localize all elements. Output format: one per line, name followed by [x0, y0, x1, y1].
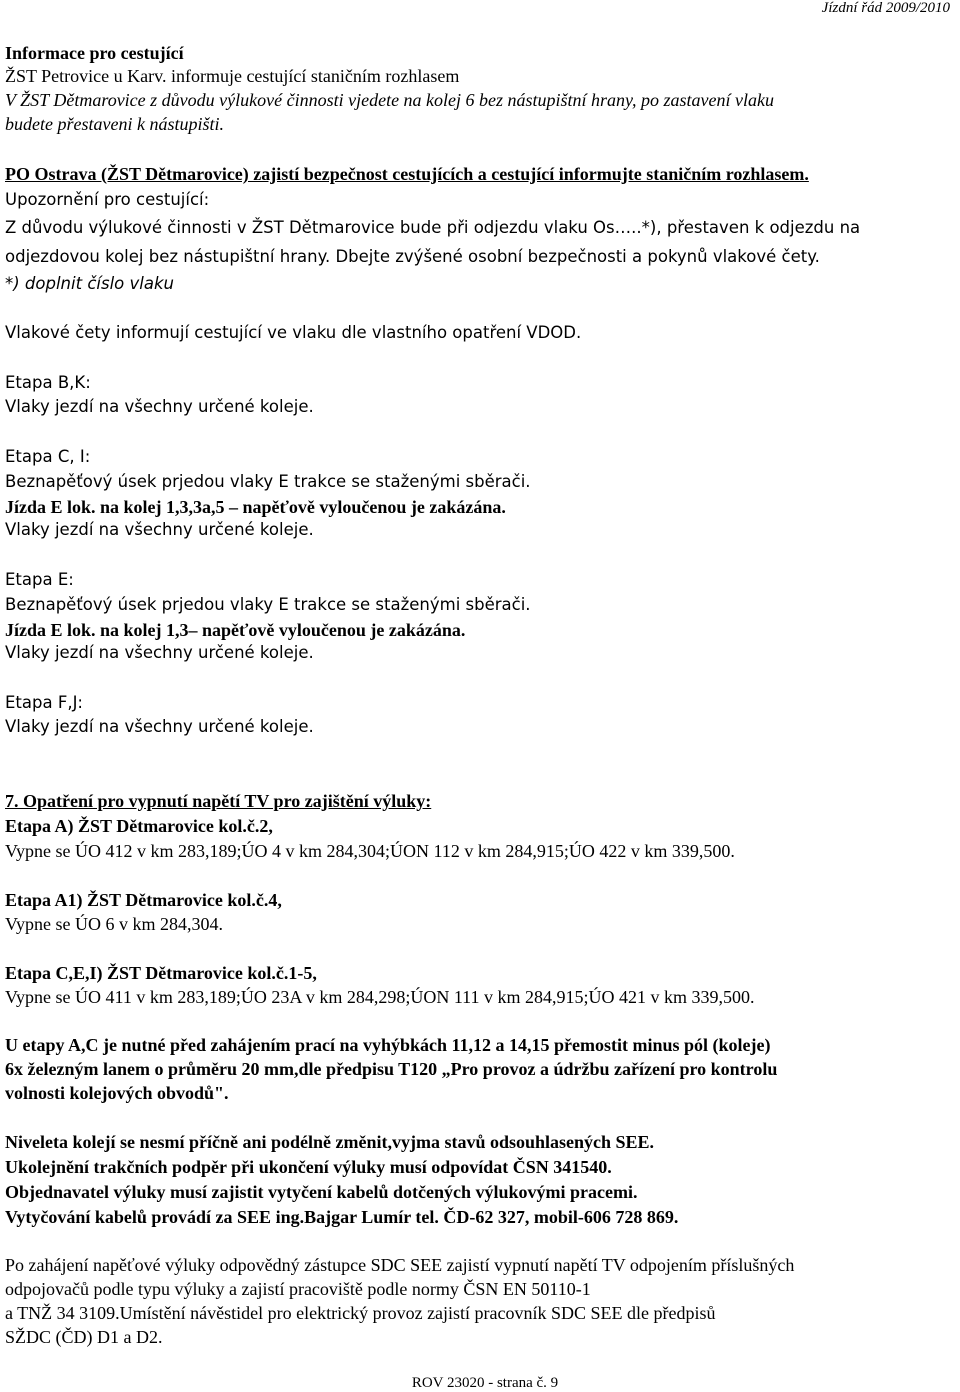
text-line: Vlaky jezdí na všechny určené koleje.	[5, 520, 314, 539]
page-number: ROV 23020 - strana č. 9	[411, 1375, 559, 1391]
text-line: budete přestaveni k nástupišti.	[5, 114, 224, 134]
text-line-bold: U etapy A,C je nutné před zahájením prací na vyhýbkách 11,12 a 14,15 přemostit minus pól (koleje)	[5, 1035, 771, 1055]
stage-heading: Etapa A1) ŽST Dětmarovice kol.č.4,	[5, 890, 282, 910]
stage-heading: Etapa B,K:	[5, 373, 91, 392]
text-line: Vlaky jezdí na všechny určené koleje.	[5, 717, 314, 736]
text-line: Beznapěťový úsek prjedou vlaky E trakce se staženými sběrači.	[5, 472, 531, 491]
text-line: Vlaky jezdí na všechny určené koleje.	[5, 397, 314, 416]
info-heading: Informace pro cestující	[5, 43, 184, 63]
text-line: Vypne se ÚO 412 v km 283,189;ÚO 4 v km 284,304;ÚON 112 v km 284,915;ÚO 422 v km 339,500.	[5, 841, 735, 861]
page-footer	[0, 1375, 960, 1392]
text-line: Z důvodu výlukové činnosti v ŽST Dětmarovice bude při odjezdu vlaku Os…..*), přestaven k odjezdu na	[5, 218, 861, 237]
text-line: odjezdovou kolej bez nástupištní hrany. Dbejte zvýšené osobní bezpečnosti a pokynů vlakové čety.	[5, 247, 820, 266]
text-line: Vlaky jezdí na všechny určené koleje.	[5, 643, 314, 662]
text-line: V ŽST Dětmarovice z důvodu výlukové činnosti vjedete na kolej 6 bez nástupištní hrany, po zastavení vlaku	[5, 90, 775, 110]
text-line: a TNŽ 34 3109.Umístění návěstidel pro elektrický provoz zajistí pracovník SDC SEE dle předpisů	[5, 1303, 716, 1323]
text-line-bold: Objednavatel výluky musí zajistit vytyčení kabelů dotčených výlukovými pracemi.	[5, 1182, 638, 1202]
text-line: ŽST Petrovice u Karv. informuje cestující staničním rozhlasem	[5, 66, 460, 86]
text-line: Beznapěťový úsek prjedou vlaky E trakce se staženými sběrači.	[5, 595, 531, 614]
text-line-bold: Vytyčování kabelů provádí za SEE ing.Bajgar Lumír tel. ČD-62 327, mobil-606 728 869.	[5, 1207, 679, 1227]
text-line: odpojovačů podle typu výluky a zajistí pracoviště podle normy ČSN EN 50110-1	[5, 1279, 591, 1299]
page-header: Jízdní řád 2009/2010	[821, 0, 950, 16]
text-line-bold: 6x železným lanem o průměru 20 mm,dle předpisu T120 „Pro provoz a údržbu zařízení pro kontrolu	[5, 1059, 778, 1079]
text-line-bold: Ukolejnění trakčních podpěr při ukončení výluky musí odpovídat ČSN 341540.	[5, 1157, 612, 1177]
stage-heading: Etapa C,E,I) ŽST Dětmarovice kol.č.1-5,	[5, 963, 317, 983]
text-line: Vypne se ÚO 6 v km 284,304.	[5, 914, 223, 934]
text-line-underlined: PO Ostrava (ŽST Dětmarovice) zajistí bezpečnost cestujících a cestující informujte staničním rozhlasem.	[5, 164, 809, 184]
text-line: Vlakové čety informují cestující ve vlaku dle vlastního opatření VDOD.	[5, 323, 582, 342]
stage-heading: Etapa A) ŽST Dětmarovice kol.č.2,	[5, 816, 273, 836]
text-line: Po zahájení napěťové výluky odpovědný zástupce SDC SEE zajistí vypnutí napětí TV odpojením příslušných	[5, 1255, 795, 1275]
section-heading: 7. Opatření pro vypnutí napětí TV pro zajištění výluky:	[5, 791, 432, 811]
stage-heading: Etapa C, I:	[5, 447, 91, 466]
text-line-bold: volnosti kolejových obvodů".	[5, 1083, 229, 1103]
stage-heading: Etapa E:	[5, 570, 74, 589]
text-line: Vypne se ÚO 411 v km 283,189;ÚO 23A v km 284,298;ÚON 111 v km 284,915;ÚO 421 v km 339,500.	[5, 987, 755, 1007]
footnote: *) doplnit číslo vlaku	[5, 274, 174, 293]
text-line-bold: Niveleta kolejí se nesmí příčně ani podélně změnit,vyjma stavů odsouhlasených SEE.	[5, 1132, 655, 1152]
stage-heading: Etapa F,J:	[5, 693, 83, 712]
text-line-bold: Jízda E lok. na kolej 1,3– napěťově vyloučenou je zakázána.	[5, 620, 466, 640]
text-line-bold: Jízda E lok. na kolej 1,3,3a,5 – napěťově vyloučenou je zakázána.	[5, 497, 506, 517]
text-line: Upozornění pro cestující:	[5, 190, 210, 209]
text-line: SŽDC (ČD) D1 a D2.	[5, 1327, 163, 1347]
